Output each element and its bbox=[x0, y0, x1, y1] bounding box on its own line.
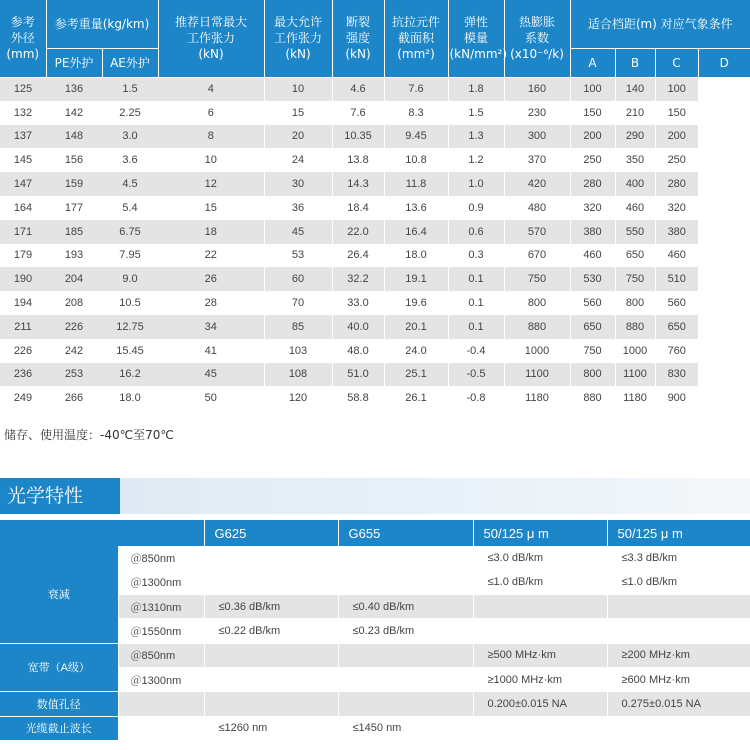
table-cell: 13.8 bbox=[332, 148, 384, 172]
table-cell: 136 bbox=[46, 77, 102, 101]
value-cell: ≥500 MHz·km bbox=[473, 643, 607, 667]
table-cell: 1.5 bbox=[448, 101, 504, 125]
table-cell: 18.0 bbox=[384, 244, 448, 268]
table-row bbox=[0, 291, 750, 315]
table-cell: 33.0 bbox=[332, 291, 384, 315]
table-cell: 177 bbox=[46, 196, 102, 220]
table-cell: 3.6 bbox=[102, 148, 158, 172]
table-cell: 560 bbox=[655, 291, 698, 315]
table-cell: 48.0 bbox=[332, 339, 384, 363]
table-cell: 6 bbox=[158, 101, 264, 125]
value-cell bbox=[338, 643, 473, 667]
table-cell: 11.8 bbox=[384, 172, 448, 196]
table-cell: 34 bbox=[158, 315, 264, 339]
table-cell: 200 bbox=[655, 125, 698, 149]
value-cell bbox=[473, 716, 607, 740]
optical-section-bar bbox=[0, 478, 750, 514]
table-cell: 2.25 bbox=[102, 101, 158, 125]
table-row bbox=[0, 172, 750, 196]
table-cell: 8.3 bbox=[384, 101, 448, 125]
value-cell: ≤3.0 dB/km bbox=[473, 546, 607, 570]
table-cell: 45 bbox=[158, 363, 264, 387]
table-cell: 650 bbox=[615, 244, 655, 268]
optical-header-g655: G655 bbox=[338, 520, 473, 546]
value-cell: ≥200 MHz·km bbox=[607, 643, 750, 667]
table-cell: 194 bbox=[0, 291, 46, 315]
table-cell: 236 bbox=[0, 363, 46, 387]
value-cell bbox=[204, 643, 338, 667]
table-cell: 560 bbox=[570, 291, 615, 315]
table-cell: 19.6 bbox=[384, 291, 448, 315]
table-row bbox=[0, 363, 750, 387]
table-row bbox=[0, 386, 750, 410]
spec-table-body bbox=[0, 77, 750, 410]
table-row bbox=[0, 196, 750, 220]
value-cell: ≤1450 nm bbox=[338, 716, 473, 740]
table-cell: 3.0 bbox=[102, 125, 158, 149]
table-cell: 1100 bbox=[615, 363, 655, 387]
table-cell: 1.3 bbox=[448, 125, 504, 149]
header-span-b: B bbox=[615, 48, 655, 77]
value-cell: ≥1000 MHz·km bbox=[473, 667, 607, 691]
table-cell: 670 bbox=[504, 244, 570, 268]
table-cell: 50 bbox=[158, 386, 264, 410]
table-cell: 208 bbox=[46, 291, 102, 315]
table-cell: 9.0 bbox=[102, 267, 158, 291]
table-cell: 30 bbox=[264, 172, 332, 196]
header-span: 适合档距(m) 对应气象条件 bbox=[570, 0, 750, 48]
table-cell: 85 bbox=[264, 315, 332, 339]
table-cell: -0.8 bbox=[448, 386, 504, 410]
table-cell: 13.6 bbox=[384, 196, 448, 220]
attenuation-row bbox=[0, 546, 750, 570]
table-cell: 320 bbox=[570, 196, 615, 220]
optical-header-g625: G625 bbox=[204, 520, 338, 546]
table-cell: 420 bbox=[504, 172, 570, 196]
table-cell: 510 bbox=[655, 267, 698, 291]
table-cell: 40.0 bbox=[332, 315, 384, 339]
table-cell: 18 bbox=[158, 220, 264, 244]
table-cell: 16.4 bbox=[384, 220, 448, 244]
header-span-c: C bbox=[655, 48, 698, 77]
table-cell: 350 bbox=[615, 148, 655, 172]
table-row bbox=[0, 148, 750, 172]
value-cell: ≤0.36 dB/km bbox=[204, 595, 338, 619]
table-cell: 550 bbox=[615, 220, 655, 244]
wavelength-cell: ＠1300nm bbox=[118, 570, 204, 594]
table-cell: 750 bbox=[615, 267, 655, 291]
table-cell: 100 bbox=[655, 77, 698, 101]
table-cell: 10.35 bbox=[332, 125, 384, 149]
optical-header-om-b: 50/125 μ m bbox=[607, 520, 750, 546]
table-cell: 142 bbox=[46, 101, 102, 125]
table-cell: 226 bbox=[0, 339, 46, 363]
table-cell: 147 bbox=[0, 172, 46, 196]
value-cell bbox=[204, 570, 338, 594]
table-cell: 125 bbox=[0, 77, 46, 101]
table-cell: 4.5 bbox=[102, 172, 158, 196]
table-row bbox=[0, 244, 750, 268]
table-cell: 25.1 bbox=[384, 363, 448, 387]
table-cell: 800 bbox=[570, 363, 615, 387]
table-cell: 280 bbox=[570, 172, 615, 196]
bandwidth-row bbox=[0, 643, 750, 667]
table-cell: 230 bbox=[504, 101, 570, 125]
table-cell: 132 bbox=[0, 101, 46, 125]
table-cell: 12 bbox=[158, 172, 264, 196]
value-cell bbox=[473, 595, 607, 619]
table-cell: 7.6 bbox=[332, 101, 384, 125]
table-cell: 58.8 bbox=[332, 386, 384, 410]
value-cell: 0.200±0.015 NA bbox=[473, 692, 607, 716]
table-cell: 26.4 bbox=[332, 244, 384, 268]
header-weight: 参考重量(kg/km) bbox=[46, 0, 158, 48]
table-cell: 20 bbox=[264, 125, 332, 149]
value-cell bbox=[607, 619, 750, 643]
table-cell: 171 bbox=[0, 220, 46, 244]
table-cell: 150 bbox=[570, 101, 615, 125]
header-rec-tension: 推荐日常最大 工作张力 (kN) bbox=[158, 0, 264, 77]
table-cell: 0.1 bbox=[448, 267, 504, 291]
table-cell: -0.4 bbox=[448, 339, 504, 363]
table-cell: 14.3 bbox=[332, 172, 384, 196]
table-cell: 32.2 bbox=[332, 267, 384, 291]
table-row bbox=[0, 315, 750, 339]
table-cell: 880 bbox=[570, 386, 615, 410]
table-cell: 18.0 bbox=[102, 386, 158, 410]
table-cell: 4.6 bbox=[332, 77, 384, 101]
table-cell: 26.1 bbox=[384, 386, 448, 410]
table-cell: 15 bbox=[264, 101, 332, 125]
table-cell: 164 bbox=[0, 196, 46, 220]
value-cell bbox=[338, 570, 473, 594]
table-cell: 137 bbox=[0, 125, 46, 149]
table-cell: 1.5 bbox=[102, 77, 158, 101]
table-cell: 22.0 bbox=[332, 220, 384, 244]
table-cell: 26 bbox=[158, 267, 264, 291]
bandwidth-label: 宽带（A级） bbox=[0, 643, 118, 692]
numerical-aperture-row bbox=[0, 692, 750, 716]
cutoff-wavelength-row bbox=[0, 716, 750, 740]
header-modulus: 弹性 模量 (kN/mm²) bbox=[448, 0, 504, 77]
table-cell: 400 bbox=[615, 172, 655, 196]
table-cell: 5.4 bbox=[102, 196, 158, 220]
table-cell: 880 bbox=[504, 315, 570, 339]
wavelength-cell: ＠850nm bbox=[118, 643, 204, 667]
table-cell: 12.75 bbox=[102, 315, 158, 339]
table-cell: 145 bbox=[0, 148, 46, 172]
value-cell: ≤1.0 dB/km bbox=[607, 570, 750, 594]
table-cell: 45 bbox=[264, 220, 332, 244]
table-cell: 370 bbox=[504, 148, 570, 172]
wavelength-cell: ＠1300nm bbox=[118, 667, 204, 691]
table-cell: 10 bbox=[264, 77, 332, 101]
table-cell: 53 bbox=[264, 244, 332, 268]
value-cell bbox=[607, 716, 750, 740]
table-cell: 70 bbox=[264, 291, 332, 315]
optical-header-blank bbox=[0, 520, 204, 546]
table-cell: 22 bbox=[158, 244, 264, 268]
table-cell: 280 bbox=[655, 172, 698, 196]
value-cell bbox=[473, 619, 607, 643]
table-cell: 150 bbox=[655, 101, 698, 125]
table-cell: 100 bbox=[570, 77, 615, 101]
table-cell: 530 bbox=[570, 267, 615, 291]
wavelength-cell: ＠850nm bbox=[118, 546, 204, 570]
table-cell: 1.8 bbox=[448, 77, 504, 101]
header-weight-pe: PE外护 bbox=[46, 48, 102, 77]
table-cell: 1000 bbox=[615, 339, 655, 363]
wavelength-cell bbox=[118, 692, 204, 716]
table-cell: 7.95 bbox=[102, 244, 158, 268]
value-cell bbox=[338, 667, 473, 691]
table-cell: 226 bbox=[46, 315, 102, 339]
table-cell: 160 bbox=[504, 77, 570, 101]
table-cell: 830 bbox=[655, 363, 698, 387]
value-cell bbox=[338, 692, 473, 716]
table-cell: 15.45 bbox=[102, 339, 158, 363]
value-cell: ≤0.23 dB/km bbox=[338, 619, 473, 643]
table-cell: 24 bbox=[264, 148, 332, 172]
table-cell: 460 bbox=[570, 244, 615, 268]
value-cell bbox=[204, 546, 338, 570]
attenuation-label: 衰减 bbox=[0, 546, 118, 643]
table-cell: 210 bbox=[615, 101, 655, 125]
table-cell: 750 bbox=[570, 339, 615, 363]
storage-temperature-note: 储存、使用温度：-40℃至70℃ bbox=[4, 428, 174, 442]
table-cell: 140 bbox=[615, 77, 655, 101]
table-cell: 250 bbox=[655, 148, 698, 172]
header-rupture: 断裂 强度 (kN) bbox=[332, 0, 384, 77]
table-row bbox=[0, 267, 750, 291]
table-cell: 250 bbox=[570, 148, 615, 172]
table-row bbox=[0, 77, 750, 101]
table-cell: 0.1 bbox=[448, 315, 504, 339]
table-cell: 650 bbox=[655, 315, 698, 339]
table-cell: 185 bbox=[46, 220, 102, 244]
table-cell: 880 bbox=[615, 315, 655, 339]
table-cell: 28 bbox=[158, 291, 264, 315]
table-cell: 193 bbox=[46, 244, 102, 268]
table-row bbox=[0, 339, 750, 363]
table-cell: 266 bbox=[46, 386, 102, 410]
optical-header-om-a: 50/125 μ m bbox=[473, 520, 607, 546]
table-cell: 242 bbox=[46, 339, 102, 363]
table-cell: 290 bbox=[615, 125, 655, 149]
table-cell: 41 bbox=[158, 339, 264, 363]
table-row bbox=[0, 220, 750, 244]
table-cell: 179 bbox=[0, 244, 46, 268]
header-span-d: D bbox=[698, 48, 750, 77]
value-cell bbox=[338, 546, 473, 570]
table-cell: 120 bbox=[264, 386, 332, 410]
table-cell: 18.4 bbox=[332, 196, 384, 220]
table-cell: 1.2 bbox=[448, 148, 504, 172]
value-cell: ≤1.0 dB/km bbox=[473, 570, 607, 594]
table-cell: 8 bbox=[158, 125, 264, 149]
table-cell: 1000 bbox=[504, 339, 570, 363]
table-cell: 253 bbox=[46, 363, 102, 387]
value-cell: ≤1260 nm bbox=[204, 716, 338, 740]
table-cell: 148 bbox=[46, 125, 102, 149]
value-cell bbox=[204, 692, 338, 716]
table-cell: 650 bbox=[570, 315, 615, 339]
table-cell: 0.3 bbox=[448, 244, 504, 268]
table-cell: 19.1 bbox=[384, 267, 448, 291]
table-row bbox=[0, 101, 750, 125]
table-cell: 1100 bbox=[504, 363, 570, 387]
table-cell: 0.9 bbox=[448, 196, 504, 220]
table-cell: 9.45 bbox=[384, 125, 448, 149]
table-cell: 10.8 bbox=[384, 148, 448, 172]
table-cell: 190 bbox=[0, 267, 46, 291]
table-cell: 300 bbox=[504, 125, 570, 149]
numerical-aperture-label: 数值孔径 bbox=[0, 692, 118, 716]
table-cell: 900 bbox=[655, 386, 698, 410]
wavelength-cell bbox=[118, 716, 204, 740]
table-cell: 16.2 bbox=[102, 363, 158, 387]
table-row bbox=[0, 125, 750, 149]
header-span-a: A bbox=[570, 48, 615, 77]
table-cell: 7.6 bbox=[384, 77, 448, 101]
value-cell: ≤0.40 dB/km bbox=[338, 595, 473, 619]
table-cell: 1180 bbox=[615, 386, 655, 410]
table-cell: 24.0 bbox=[384, 339, 448, 363]
header-tensile-area: 抗拉元件 截面积 (mm²) bbox=[384, 0, 448, 77]
value-cell: ≤3.3 dB/km bbox=[607, 546, 750, 570]
table-cell: 108 bbox=[264, 363, 332, 387]
cutoff-wavelength-label: 光缆截止波长 bbox=[0, 716, 118, 740]
table-cell: 4 bbox=[158, 77, 264, 101]
section-title: 光学特性 bbox=[0, 478, 120, 514]
table-cell: 249 bbox=[0, 386, 46, 410]
header-weight-ae: AE外护 bbox=[102, 48, 158, 77]
table-cell: 460 bbox=[615, 196, 655, 220]
table-cell: 36 bbox=[264, 196, 332, 220]
table-cell: 0.1 bbox=[448, 291, 504, 315]
value-cell: ≤0.22 dB/km bbox=[204, 619, 338, 643]
table-cell: 320 bbox=[655, 196, 698, 220]
table-cell: 159 bbox=[46, 172, 102, 196]
header-diameter: 参考 外径 (mm) bbox=[0, 0, 46, 77]
value-cell: 0.275±0.015 NA bbox=[607, 692, 750, 716]
table-cell: 1.0 bbox=[448, 172, 504, 196]
table-cell: 1180 bbox=[504, 386, 570, 410]
header-expansion: 热膨胀 系数 (x10⁻⁶/k) bbox=[504, 0, 570, 77]
table-cell: 200 bbox=[570, 125, 615, 149]
value-cell bbox=[204, 667, 338, 691]
table-cell: 0.6 bbox=[448, 220, 504, 244]
table-cell: 10 bbox=[158, 148, 264, 172]
value-cell bbox=[607, 595, 750, 619]
table-cell: 6.75 bbox=[102, 220, 158, 244]
value-cell: ≥600 MHz·km bbox=[607, 667, 750, 691]
table-cell: 60 bbox=[264, 267, 332, 291]
table-cell: 10.5 bbox=[102, 291, 158, 315]
table-cell: 380 bbox=[655, 220, 698, 244]
table-cell: 204 bbox=[46, 267, 102, 291]
table-cell: 15 bbox=[158, 196, 264, 220]
table-cell: 380 bbox=[570, 220, 615, 244]
header-max-tension: 最大允许 工作张力 (kN) bbox=[264, 0, 332, 77]
table-cell: 760 bbox=[655, 339, 698, 363]
table-cell: 570 bbox=[504, 220, 570, 244]
table-cell: -0.5 bbox=[448, 363, 504, 387]
table-cell: 103 bbox=[264, 339, 332, 363]
table-cell: 51.0 bbox=[332, 363, 384, 387]
table-cell: 800 bbox=[615, 291, 655, 315]
wavelength-cell: ＠1310nm bbox=[118, 595, 204, 619]
table-cell: 20.1 bbox=[384, 315, 448, 339]
table-cell: 460 bbox=[655, 244, 698, 268]
table-cell: 211 bbox=[0, 315, 46, 339]
table-cell: 800 bbox=[504, 291, 570, 315]
optical-spec-table bbox=[0, 520, 750, 741]
wavelength-cell: ＠1550nm bbox=[118, 619, 204, 643]
table-cell: 480 bbox=[504, 196, 570, 220]
table-cell: 156 bbox=[46, 148, 102, 172]
table-cell: 750 bbox=[504, 267, 570, 291]
